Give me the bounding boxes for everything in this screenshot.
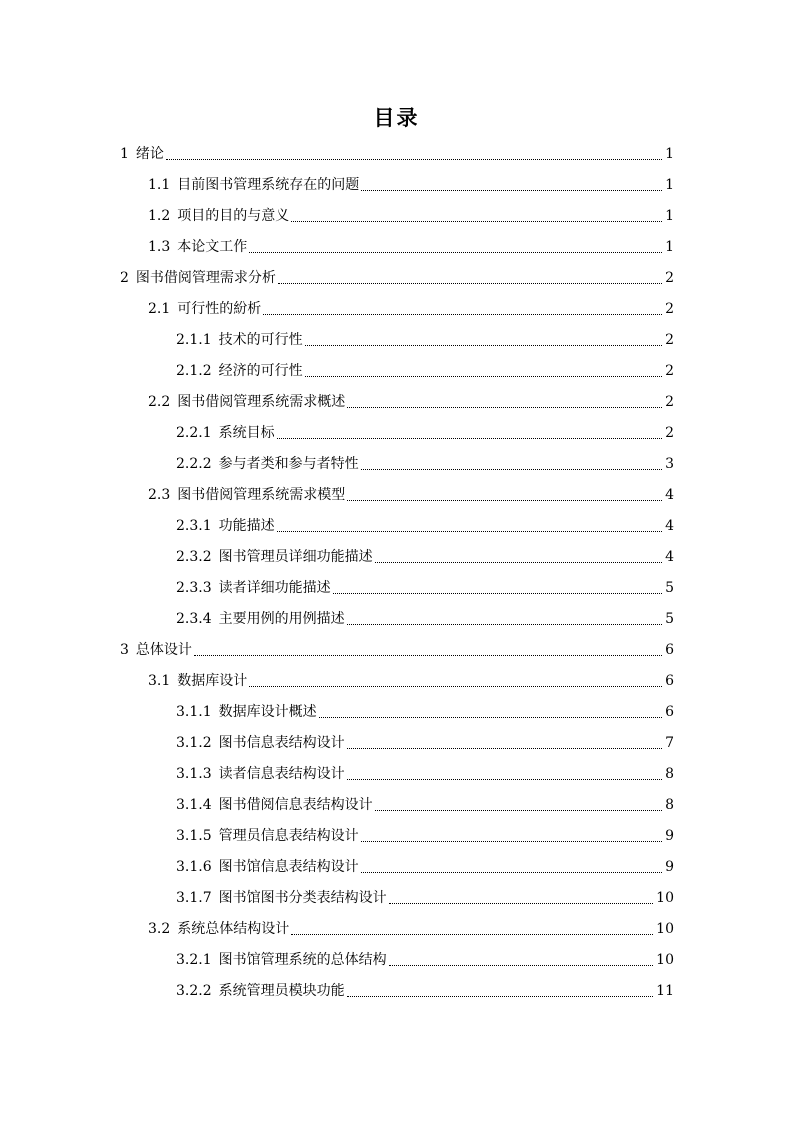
toc-entry-page-number: 5: [665, 611, 674, 627]
dot-leader: [389, 902, 654, 904]
toc-entry-number: 3.1.2: [176, 735, 212, 751]
dot-leader: [347, 406, 662, 408]
toc-entry-number: 1.3: [148, 239, 171, 255]
toc-entry-page-number: 10: [656, 921, 674, 937]
toc-entry[interactable]: [176, 359, 674, 383]
toc-entry[interactable]: [148, 204, 674, 228]
dot-leader: [249, 685, 662, 687]
toc-entry-number: 2.3.2: [176, 549, 212, 565]
toc-title: 目录: [373, 106, 420, 130]
dot-leader: [263, 313, 662, 315]
dot-leader: [291, 933, 653, 935]
toc-entry[interactable]: [176, 545, 674, 569]
toc-entry-number: 2.3.4: [176, 611, 212, 627]
toc-entry-number: 3.1.4: [176, 797, 212, 813]
toc-entry[interactable]: [148, 483, 674, 507]
toc-entry-page-number: 3: [665, 456, 674, 472]
toc-entry-title: 读者详细功能描述: [218, 580, 331, 596]
toc-entry-page-number: 4: [665, 549, 674, 565]
toc-entry-number: 3.1.6: [176, 859, 212, 875]
dot-leader: [319, 716, 662, 718]
toc-entry-title: 图书管理员详细功能描述: [218, 549, 373, 565]
toc-entry-title: 经济的可行性: [218, 363, 303, 379]
toc-entry[interactable]: [176, 979, 674, 1003]
toc-entry-number: 3.1.3: [176, 766, 212, 782]
toc-entry-title: 可行性的紛析: [177, 301, 262, 317]
toc-entry-number: 2.3.1: [176, 518, 212, 534]
toc-entry-title: 功能描述: [218, 518, 275, 534]
dot-leader: [305, 344, 662, 346]
toc-entry-page-number: 1: [665, 208, 674, 224]
dot-leader: [347, 623, 662, 625]
toc-entry-page-number: 9: [665, 828, 674, 844]
toc-entry-title: 主要用例的用例描述: [218, 611, 345, 627]
dot-leader: [333, 592, 662, 594]
toc-entry-number: 3.2: [148, 921, 171, 937]
toc-entry-title: 图书信息表结构设计: [218, 735, 345, 751]
toc-entry-page-number: 7: [665, 735, 674, 751]
toc-entry-page-number: 8: [665, 766, 674, 782]
toc-entry-number: 1.2: [148, 208, 171, 224]
toc-entry-number: 2: [120, 270, 129, 286]
toc-entry-title: 图书馆信息表结构设计: [218, 859, 359, 875]
toc-entry[interactable]: [176, 700, 674, 724]
toc-entry-number: 3.1.5: [176, 828, 212, 844]
toc-entry-title: 参与者类和参与者特性: [218, 456, 359, 472]
toc-entry-page-number: 2: [665, 270, 674, 286]
toc-entry[interactable]: [148, 297, 674, 321]
toc-entry[interactable]: [176, 948, 674, 972]
toc-entry-number: 3.1.1: [176, 704, 212, 720]
toc-entry-title: 系统目标: [218, 425, 275, 441]
toc-entry-page-number: 1: [665, 146, 674, 162]
dot-leader: [166, 158, 662, 160]
dot-leader: [277, 437, 662, 439]
toc-entry-title: 图书借阅管理系统需求模型: [177, 487, 346, 503]
toc-entry-number: 2.3: [148, 487, 171, 503]
toc-entry-title: 数据库设计: [177, 673, 248, 689]
toc-entry[interactable]: [176, 762, 674, 786]
toc-entry[interactable]: [120, 638, 674, 662]
toc-entry[interactable]: [176, 855, 674, 879]
toc-entry[interactable]: [148, 669, 674, 693]
toc-entry-page-number: 2: [665, 332, 674, 348]
toc-entry-page-number: 9: [665, 859, 674, 875]
toc-entry-page-number: 6: [665, 642, 674, 658]
toc-entry-title: 本论文工作: [177, 239, 248, 255]
toc-entry-number: 1: [120, 146, 129, 162]
toc-entry-number: 1.1: [148, 177, 171, 193]
toc-entry-title: 系统管理员模块功能: [218, 983, 345, 999]
dot-leader: [291, 220, 662, 222]
toc-entry-number: 2.1.2: [176, 363, 212, 379]
toc-entry-title: 目前图书管理系统存在的问题: [177, 177, 360, 193]
toc-entry-title: 图书借阅管理需求分析: [135, 270, 276, 286]
toc-entry-title: 系统总体结构设计: [177, 921, 290, 937]
toc-entry-number: 2.1: [148, 301, 171, 317]
dot-leader: [361, 468, 662, 470]
dot-leader: [347, 995, 654, 997]
toc-entry[interactable]: [148, 917, 674, 941]
toc-entry-number: 2.2.2: [176, 456, 212, 472]
toc-entry-page-number: 10: [656, 952, 674, 968]
toc-entry-page-number: 4: [665, 518, 674, 534]
toc-entry-title: 技术的可行性: [218, 332, 303, 348]
toc-entry-number: 3.2.1: [176, 952, 212, 968]
toc-entry-title: 读者信息表结构设计: [218, 766, 345, 782]
toc-entry[interactable]: [148, 235, 674, 259]
toc-entry[interactable]: [176, 824, 674, 848]
toc-entry-page-number: 2: [665, 301, 674, 317]
dot-leader: [361, 189, 662, 191]
toc-entry[interactable]: [176, 421, 674, 445]
dot-leader: [375, 561, 662, 563]
toc-entry-title: 绪论: [135, 146, 164, 162]
toc-entry-page-number: 5: [665, 580, 674, 596]
toc-entry-number: 3.1.7: [176, 890, 212, 906]
dot-leader: [249, 251, 662, 253]
toc-entry-number: 2.1.1: [176, 332, 212, 348]
toc-entry[interactable]: [176, 328, 674, 352]
toc-entry-title: 图书借阅管理系统需求概述: [177, 394, 346, 410]
dot-leader: [347, 747, 662, 749]
dot-leader: [305, 375, 662, 377]
toc-entry-page-number: 2: [665, 425, 674, 441]
toc-entry-title: 管理员信息表结构设计: [218, 828, 359, 844]
toc-entry-page-number: 1: [665, 177, 674, 193]
toc-entry[interactable]: [176, 452, 674, 476]
toc-entry-page-number: 10: [656, 890, 674, 906]
toc-entry-title: 总体设计: [135, 642, 192, 658]
toc-entry[interactable]: [176, 731, 674, 755]
dot-leader: [361, 840, 662, 842]
toc-entry-number: 2.2: [148, 394, 171, 410]
toc-entry-page-number: 8: [665, 797, 674, 813]
toc-entry[interactable]: [148, 390, 674, 414]
dot-leader: [194, 654, 662, 656]
toc-entry-number: 3.1: [148, 673, 171, 689]
dot-leader: [277, 530, 662, 532]
toc-entry-page-number: 4: [665, 487, 674, 503]
toc-entry-page-number: 6: [665, 673, 674, 689]
dot-leader: [278, 282, 662, 284]
toc-entry[interactable]: [176, 607, 674, 631]
toc-entry[interactable]: [176, 514, 674, 538]
toc-entry-page-number: 6: [665, 704, 674, 720]
toc-entry-page-number: 1: [665, 239, 674, 255]
toc-entry[interactable]: [176, 886, 674, 910]
dot-leader: [361, 871, 662, 873]
dot-leader: [347, 778, 662, 780]
toc-entry[interactable]: [148, 173, 674, 197]
toc-entry-page-number: 2: [665, 363, 674, 379]
toc-entry-title: 图书馆图书分类表结构设计: [218, 890, 387, 906]
toc-entry-number: 3.2.2: [176, 983, 212, 999]
toc-entry-number: 2.2.1: [176, 425, 212, 441]
dot-leader: [375, 809, 662, 811]
toc-entry[interactable]: [176, 576, 674, 600]
toc-entry[interactable]: [176, 793, 674, 817]
toc-entry-title: 图书馆管理系统的总体结构: [218, 952, 387, 968]
toc-entry-title: 项目的目的与意义: [177, 208, 290, 224]
toc-entry-number: 3: [120, 642, 129, 658]
toc-entry[interactable]: [120, 266, 674, 290]
dot-leader: [389, 964, 654, 966]
dot-leader: [347, 499, 662, 501]
toc-entry-number: 2.3.3: [176, 580, 212, 596]
toc-entry-title: 数据库设计概述: [218, 704, 317, 720]
toc-entry-page-number: 2: [665, 394, 674, 410]
toc-entry[interactable]: [120, 142, 674, 166]
toc-entry-page-number: 11: [656, 983, 674, 999]
toc-entry-title: 图书借阅信息表结构设计: [218, 797, 373, 813]
